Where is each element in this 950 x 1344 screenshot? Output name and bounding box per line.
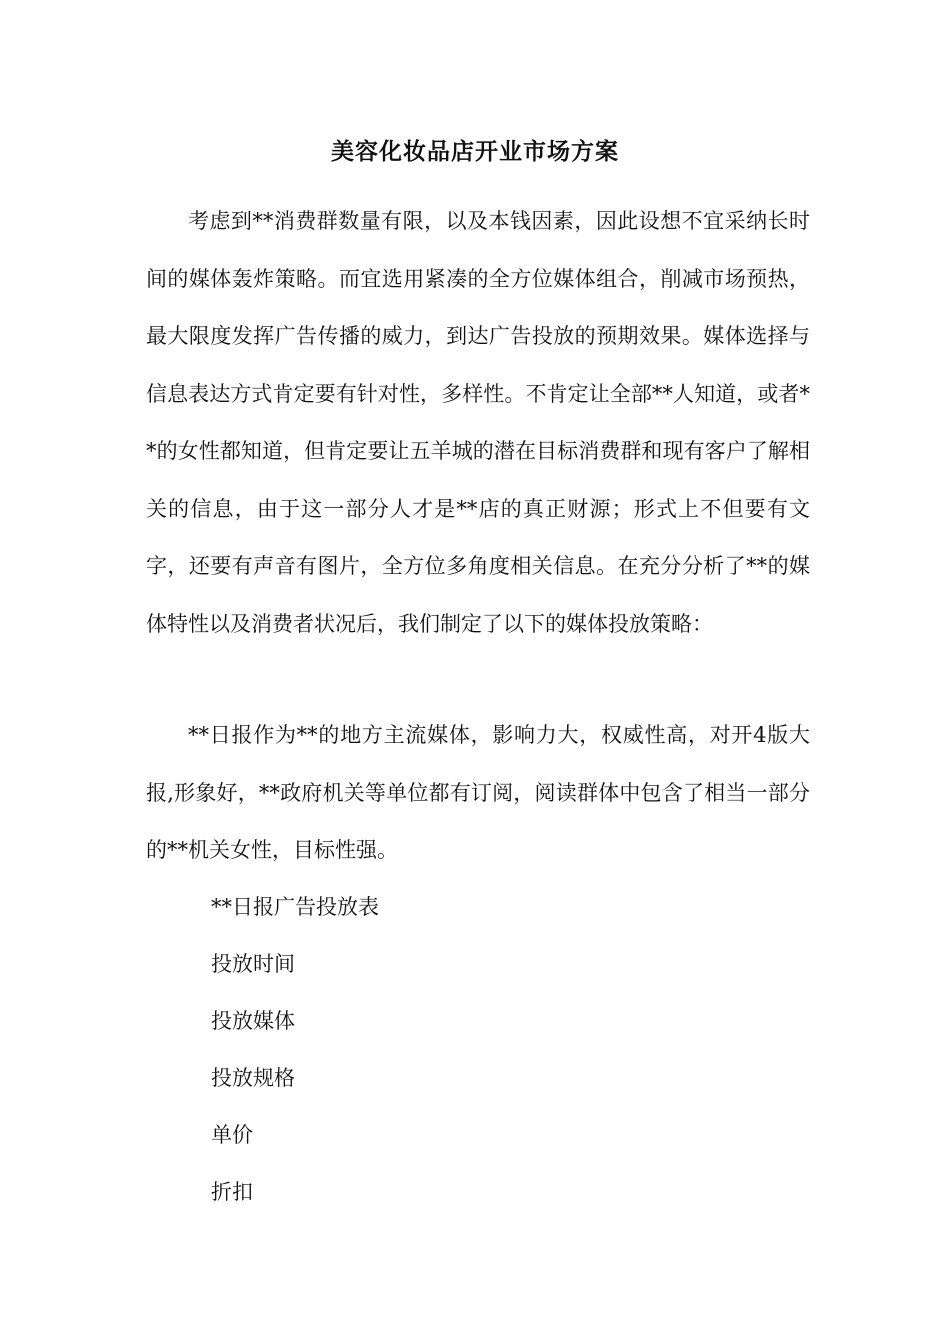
- body-paragraph-daily-newspaper: **日报作为**的地方主流媒体，影响力大，权威性高，对开4版大报,形象好，**政府机关等单位都有订阅，阅读群体中包含了相当一部分的**机关女性，目标性强。: [146, 723, 810, 862]
- table-field-discount: 折扣: [211, 1180, 253, 1204]
- table-field-time: 投放时间: [211, 952, 295, 976]
- table-field-unit-price: 单价: [211, 1123, 253, 1147]
- table-field-media: 投放媒体: [211, 1009, 295, 1033]
- table-heading: **日报广告投放表: [211, 895, 379, 919]
- table-field-spec: 投放规格: [211, 1066, 295, 1090]
- body-paragraph-media-strategy: 考虑到**消费群数量有限，以及本钱因素，因此设想不宜采纳长时间的媒体轰炸策略。而宜选用紧凑的全方位媒体组合，削减市场预热，最大限度发挥广告传播的威力，到达广告投放的预期效果。媒体选择与信息表达方式肯定要有针对性，多样性。不肯定让全部**人知道，或者**的女性都知道，但肯定要让五羊城的潜在目标消费群和现有客户了解相关的信息，由于这一部分人才是**店的真正财源；形式上不但要有文字，还要有声音有图片，全方位多角度相关信息。在充分分析了**的媒体特性以及消费者状况后，我们制定了以下的媒体投放策略：: [146, 209, 810, 636]
- document-title: 美容化妆品店开业市场方案: [331, 138, 619, 165]
